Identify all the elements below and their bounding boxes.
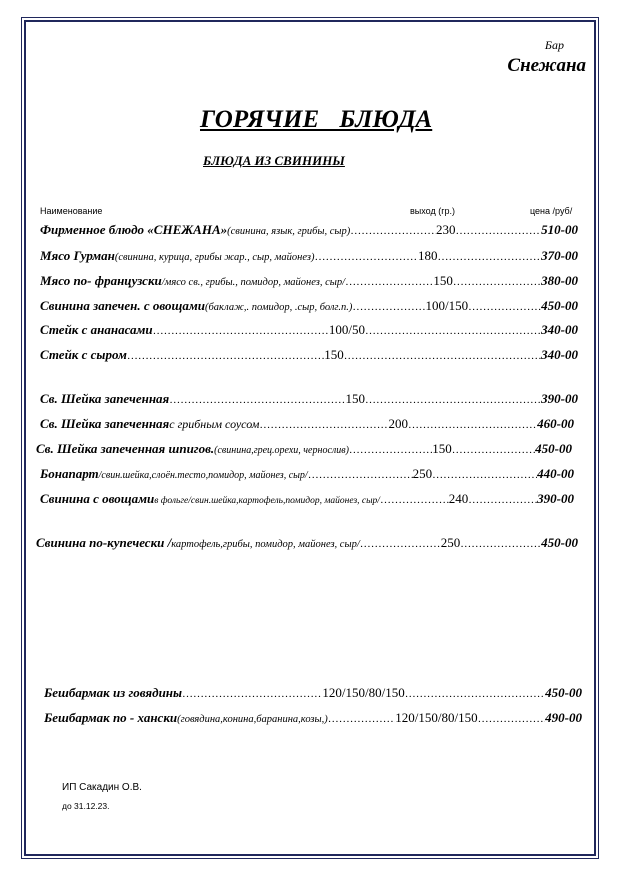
item-name: Стейк с сыром [40,347,127,362]
item-output: 100/150 [425,298,469,313]
item-price: 340-00 [541,347,578,362]
item-price: 390-00 [537,491,574,506]
item-output: 150 [324,347,344,362]
item-description: (свинина, курица, грибы жар., сыр, майонез) [114,252,315,263]
menu-item [40,322,578,342]
menu-item [40,273,578,293]
leader-dots [460,538,541,550]
menu-item [40,347,578,367]
leader-dots [478,713,546,725]
column-header-output: выход (гр.) [410,206,455,216]
leader-dots [468,494,537,506]
menu-item [40,466,574,486]
item-output: 120/150/80/150 [395,710,478,725]
column-header-price: цена /руб/ [530,206,573,216]
item-output: 240 [448,491,469,506]
leader-dots [344,350,541,362]
column-header-name: Наименование [40,206,103,216]
leader-dots [259,419,388,431]
item-name: Св. Шейка запеченная шпигов. [36,441,215,456]
item-name: Бешбармак из говядины [44,685,183,700]
item-price: 450-00 [541,298,578,313]
leader-dots [432,469,537,481]
leader-dots [345,276,433,288]
item-output: 250 [440,535,461,550]
item-description: с грибным соусом [169,417,260,431]
leader-dots [408,419,537,431]
item-output: 230 [435,222,456,237]
item-price: 440-00 [537,466,574,481]
item-description: (баклаж,. помидор, .сыр, болг.п.) [204,302,353,313]
item-name: Свинина с овощами [40,491,155,506]
bar-name: Снежана [507,55,586,76]
item-price: 450-00 [541,535,578,550]
leader-dots [453,276,541,288]
menu-item [40,248,578,268]
leader-dots [405,688,545,700]
leader-dots [127,350,324,362]
owner-label: ИП Сакадин О.В. [62,782,142,793]
leader-dots [352,301,425,313]
validity-date: до 31.12.23. [62,801,110,811]
item-output: 150 [345,391,365,406]
item-price: 450-00 [535,441,572,456]
leader-dots [438,251,542,263]
menu-item [40,222,578,242]
item-description: (свинина, язык, грибы, сыр) [227,226,351,237]
item-price: 380-00 [541,273,578,288]
menu-item [44,710,582,730]
leader-dots [153,325,329,337]
bar-label: Бар [544,38,564,52]
menu-title: ГОРЯЧИЕ БЛЮДА [200,106,433,133]
leader-dots [360,538,441,550]
item-description: /мясо св., грибы., помидор, майонез, сыр/ [161,277,346,288]
item-price: 490-00 [545,710,582,725]
menu-item [40,391,578,411]
leader-dots [169,394,345,406]
item-price: 340-00 [541,322,578,337]
leader-dots [365,325,541,337]
item-name: Св. Шейка запеченная [40,391,170,406]
item-description: картофель,грибы, помидор, майонез, сыр/ [171,539,360,550]
menu-item [40,298,578,318]
item-description: (говядина,конина,баранина,козы,) [177,714,328,725]
item-price: 390-00 [541,391,578,406]
page-border [24,20,596,856]
leader-dots [452,444,535,456]
item-name: Бешбармак по - хански [44,710,178,725]
menu-item [36,535,578,555]
item-output: 180 [418,248,438,263]
leader-dots [308,469,413,481]
item-description: (свинина,грец.орехи, чернослив) [214,445,349,456]
item-output: 120/150/80/150 [322,685,405,700]
item-name: Фирменное блюдо «СНЕЖАНА» [40,222,228,237]
item-price: 460-00 [537,416,574,431]
item-price: 510-00 [541,222,578,237]
item-output: 200 [388,416,409,431]
leader-dots [328,713,396,725]
item-description: в фольге/свин.шейка,картофель,помидор, майонез, сыр/ [154,496,380,506]
item-name: Св. Шейка запеченная [40,416,170,431]
item-output: 150 [433,273,453,288]
leader-dots [349,444,432,456]
leader-dots [182,688,322,700]
menu-item [36,441,572,461]
leader-dots [314,251,418,263]
menu-subtitle: БЛЮДА ИЗ СВИНИНЫ [203,153,345,168]
item-name: Стейк с ананасами [40,322,153,337]
item-name: Бонапарт [40,466,99,481]
item-name: Свинина запечен. с овощами [40,298,205,313]
item-output: 250 [412,466,433,481]
item-name: Мясо Гурман [40,248,115,263]
menu-item [40,491,574,511]
leader-dots [455,225,541,237]
menu-item [44,685,582,705]
item-output: 150 [432,441,452,456]
item-name: Свинина по-купечески / [36,535,172,550]
item-name: Мясо по- французски [40,273,162,288]
leader-dots [468,301,541,313]
menu-item [40,416,574,436]
item-output: 100/50 [328,322,365,337]
item-description: /свин.шейка,слоён.тесто,помидор, майонез, сыр/ [98,470,308,481]
leader-dots [365,394,541,406]
leader-dots [380,494,449,506]
item-price: 370-00 [541,248,578,263]
item-price: 450-00 [545,685,582,700]
leader-dots [350,225,436,237]
